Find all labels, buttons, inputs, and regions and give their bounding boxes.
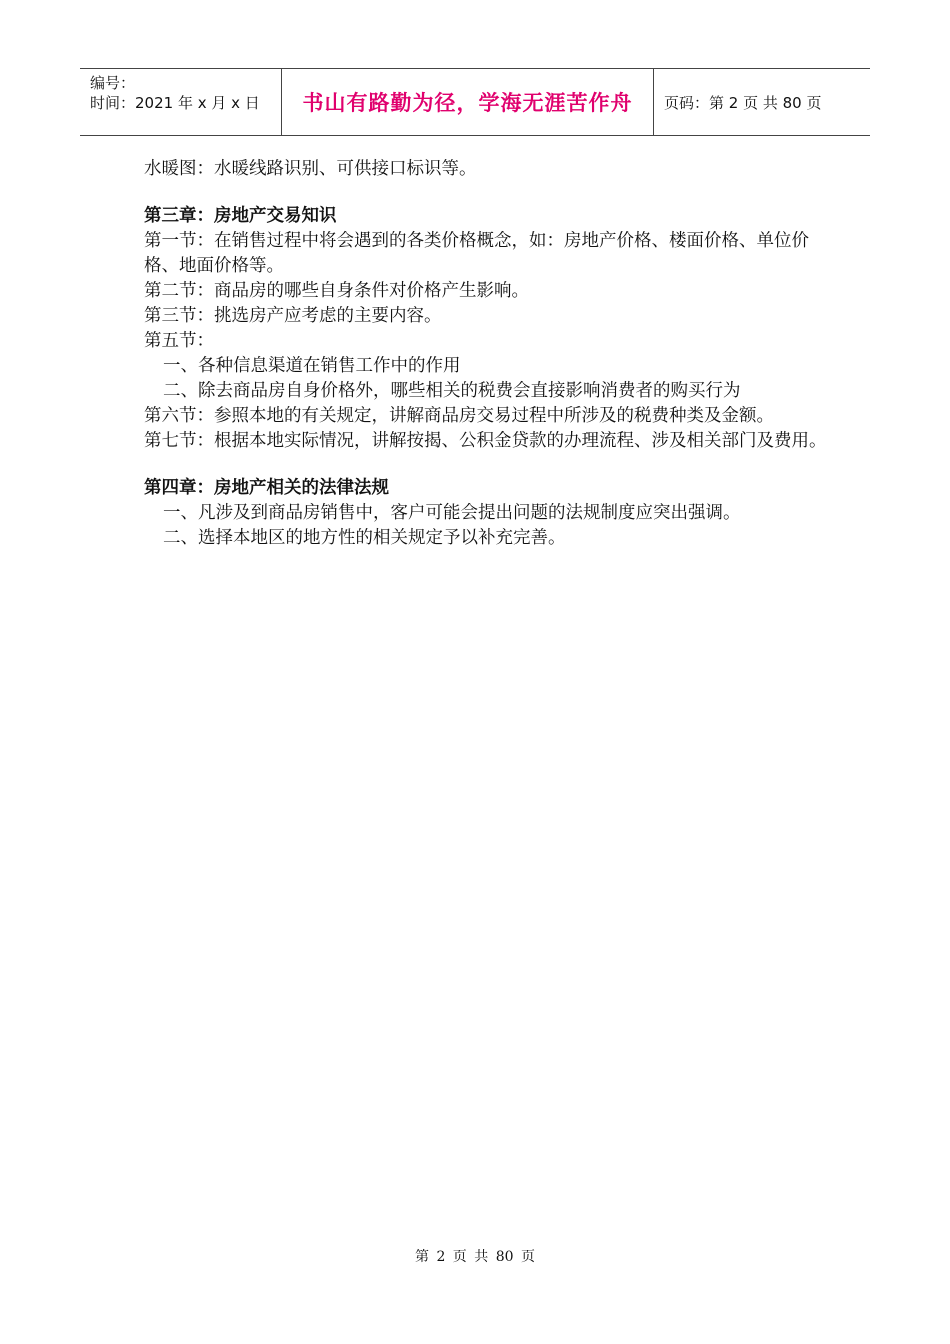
section-1: 第一节：在销售过程中将会遇到的各类价格概念，如：房地产价格、楼面价格、单位价格、地面价格等。 [144, 231, 809, 276]
section-6: 第六节：参照本地的有关规定，讲解商品房交易过程中所涉及的税费种类及金额。 [144, 406, 774, 426]
section-5-item-1: 一、各种信息渠道在销售工作中的作用 [163, 356, 461, 376]
header-meta [80, 69, 282, 135]
chapter-4-item-1: 一、凡涉及到商品房销售中，客户可能会提出问题的法规制度应突出强调。 [163, 503, 741, 523]
page-header [80, 68, 870, 136]
header-page-info: 页码：第 2 页 共 80 页 [664, 93, 822, 112]
code-label: 编号： [90, 74, 136, 92]
section-5-item-2: 二、除去商品房自身价格外，哪些相关的税费会直接影响消费者的购买行为 [163, 381, 741, 401]
section-2: 第二节：商品房的哪些自身条件对价格产生影响。 [144, 281, 529, 301]
section-5: 第五节： [144, 331, 214, 351]
chapter-4-title: 第四章：房地产相关的法律法规 [144, 478, 389, 498]
date-text: 时间：2021 年 x 月 x 日 [90, 94, 260, 112]
section-7: 第七节：根据本地实际情况，讲解按揭、公积金贷款的办理流程、涉及相关部门及费用。 [144, 431, 827, 451]
chapter-3-title: 第三章：房地产交易知识 [144, 206, 337, 226]
page-footer: 第 2 页 共 80 页 [415, 1249, 535, 1265]
section-3: 第三节：挑选房产应考虑的主要内容。 [144, 306, 442, 326]
header-motto: 书山有路勤为径，学海无涯苦作舟 [282, 69, 654, 135]
document-body [144, 157, 834, 551]
chapter-4-item-2: 二、选择本地区的地方性的相关规定予以补充完善。 [163, 528, 566, 548]
paragraph-plumbing: 水暖图：水暖线路识别、可供接口标识等。 [144, 159, 477, 179]
